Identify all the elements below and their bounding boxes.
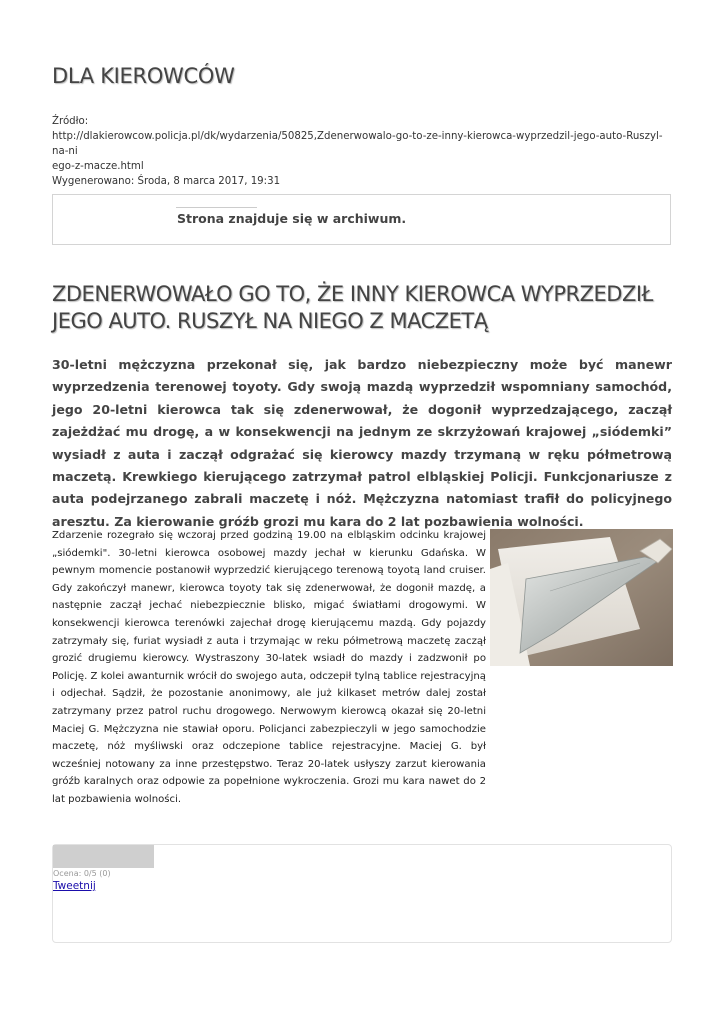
source-url-line2: ego-z-macze.html: [52, 161, 144, 172]
archive-text: Strona znajduje się w archiwum.: [177, 211, 407, 226]
article-lead: 30-letni mężczyzna przekonał się, jak bardzo niebezpieczny może być manewr wyprzedzenia terenowej toyoty. Gdy swoją mazdą wyprzedził wspomniany samochód, jego 20-letni kierowca tak się zdenerwował, że dogonił wyprzedzającego, zaczął zajeżdżać mu drogę, a w konsekwencji na jednym ze skrzyżowań krajowej „siódemki” wysiadł z auta i zaczął odgrażać się kierowcy mazdy trzymaną w ręku półmetrową maczetą. Krewkiego kierującego zatrzymał patrol elbląskiej Policji. Funkcjonariusze z auta podejrzanego zabrali maczetę i nóż. Mężczyzna natomiast trafił do policyjnego aresztu. Za kierowanie gróźb grozi mu kara do 2 lat pozbawienia wolności.: [52, 357, 672, 529]
generated-date: Wygenerowano: Środa, 8 marca 2017, 19:31: [52, 176, 281, 187]
article-body: Zdarzenie rozegrało się wczoraj przed godziną 19.00 na elbląskim odcinku krajowej „siódemki". 30-letni kierowca osobowej mazdy jechał w kierunku Gdańska. W pewnym momencie postanowił wyprzedzić kierującego terenową toyotą land cruiser. Gdy zakończył manewr, kierowca toyoty tak się zdenerwował, że dogonił mazdę, a następnie zaczął jechać niebezpiecznie blisko, migać światłami drogowymi. W konsekwencji kierowca terenówki zajechał drogę kierującemu mazdą. Gdy pojazdy zatrzymały się, furiat wysiadł z auta i trzymając w reku półmetrową maczetę zaczął grozić drugiemu kierowcy. Wystraszony 30-latek wsiadł do mazdy i zadzwonił po Policję. Z kolei awanturnik wrócił do swojego auta, odczepił tylną tablice rejestracyjną i odjechał. Sądził, że pozostanie anonimowy, ale już kilkaset metrów dalej został zatrzymany przez patrol ruchu drogowego. Nerwowym kierowcą okazał się 20-letni Maciej G. Mężczyzna nie stawiał oporu. Policjanci zabezpieczyli w jego samochodzie maczetę, nóż myśliwski oraz odczepione tablice rejestracyjne. Maciej G. był wcześniej notowany za inne przestępstwo. Teraz 20-latek usłyszy zarzut kierowania gróźb karalnych oraz odpowie za popełnione wykroczenia. Grozi mu kara nawet do 2 lat pozbawienia wolności.: [52, 530, 486, 805]
archive-notice: [52, 194, 671, 245]
rating-stars[interactable]: [53, 845, 154, 868]
rating-panel: [52, 844, 672, 943]
tweet-link[interactable]: Tweetnij: [53, 880, 96, 892]
source-url-line1: http://dlakierowcow.policja.pl/dk/wydarzenia/50825,Zdenerwowalo-go-to-ze-inny-kierowca-wyprzedzil-jego-auto-Ruszyl-na-ni: [52, 131, 663, 157]
article-title: ZDENERWOWAŁO GO TO, ŻE INNY KIEROWCA WYPRZEDZIŁ JEGO AUTO. RUSZYŁ NA NIEGO Z MACZETĄ: [52, 282, 653, 333]
archive-divider: [176, 207, 257, 208]
source-label: Źródło:: [52, 116, 89, 127]
page-meta: [52, 114, 674, 189]
site-title: DLA KIEROWCÓW: [52, 64, 235, 88]
machete-photo[interactable]: [490, 529, 673, 666]
rating-text: Ocena: 0/5 (0): [53, 869, 111, 878]
source-url: [52, 129, 674, 174]
